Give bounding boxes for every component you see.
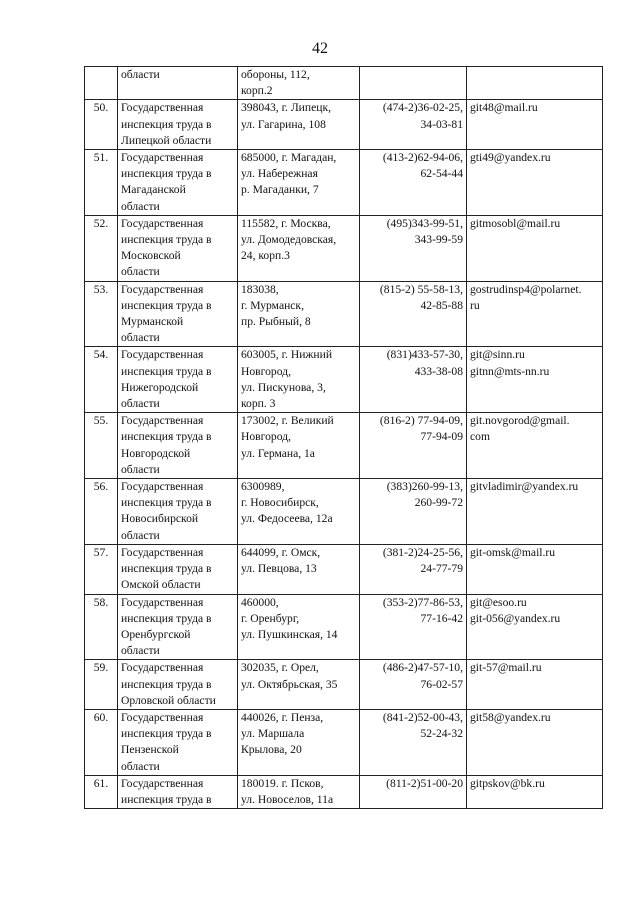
address-line: Крылова, 20 [241,743,302,757]
address-line: ул. Федосеева, 12а [241,512,333,526]
address-line: ул. Пискунова, 3, [241,380,326,394]
address-cell [238,347,360,413]
address-cell [238,709,360,775]
address-line: г. Мурманск, [241,298,304,312]
name-cell [118,281,238,347]
address-line: 302035, г. Орел, [241,661,319,675]
name-line: инспекция труда в [121,611,212,625]
address-line: 460000, [241,595,279,609]
name-line: инспекция труда в [121,727,212,741]
table-row [85,215,603,281]
phone-line: 433-38-08 [414,364,463,378]
phone-line: 24-77-79 [420,562,463,576]
row-number: 55. [85,413,118,479]
address-line: ул. Новоселов, 11а [241,792,334,806]
phone-cell [360,594,467,660]
name-line: Новгородской [121,446,191,460]
email-line: gostrudinsp4@polarnet. [470,282,582,296]
email-cell [467,413,603,479]
address-cell [238,281,360,347]
address-line: ул. Октябрьская, 35 [241,677,338,691]
address-line: 183038, [241,282,279,296]
address-line: ул. Германа, 1а [241,446,315,460]
phone-cell [360,413,467,479]
phone-line: 260-99-72 [414,496,463,510]
phone-line: (413-2)62-94-06, [382,151,463,165]
name-cell [118,215,238,281]
table-body [85,67,603,809]
address-line: обороны, 112, [241,68,310,81]
phone-cell [360,709,467,775]
page-number: 42 [312,40,328,57]
row-number: 59. [85,660,118,710]
row-number: 52. [85,215,118,281]
address-line: Новгород, [241,364,291,378]
row-number: 53. [85,281,118,347]
address-cell [238,413,360,479]
table-row [85,347,603,413]
phone-line: 343-99-59 [414,233,463,247]
phone-cell [360,67,467,100]
email-cell [467,479,603,545]
table-row [85,479,603,545]
address-line: р. Магаданки, 7 [241,183,319,197]
name-line: инспекция труда в [121,117,212,131]
table-row [85,544,603,594]
email-line: git-57@mail.ru [470,661,542,675]
address-line: ул. Домодедовская, [241,233,337,247]
email-cell [467,660,603,710]
row-number: 56. [85,479,118,545]
phone-line: (474-2)36-02-25, [382,101,463,115]
address-line: ул. Набережная [241,167,318,181]
name-line: Магаданской [121,183,186,197]
name-line: области [121,397,160,411]
address-line: ул. Пушкинская, 14 [241,627,338,641]
name-cell [118,479,238,545]
address-line: корп. 3 [241,397,276,411]
email-cell [467,544,603,594]
phone-cell [360,150,467,216]
phone-line: 52-24-32 [420,727,463,741]
name-line: Оренбургской [121,627,191,641]
email-line: gitnn@mts-nn.ru [470,364,550,378]
phone-cell [360,347,467,413]
email-line: git48@mail.ru [470,101,538,115]
table-row [85,413,603,479]
name-line: инспекция труда в [121,364,212,378]
email-line: gitvladimir@yandex.ru [470,480,579,494]
name-line: Государственная [121,282,204,296]
phone-cell [360,479,467,545]
name-cell [118,413,238,479]
table-row [85,594,603,660]
name-line: Омской области [121,578,201,592]
inspection-directory-table [84,66,603,809]
row-number [85,67,118,100]
name-cell [118,594,238,660]
phone-line: (816-2) 77-94-09, [379,414,463,428]
name-line: области [121,462,160,476]
name-line: Государственная [121,151,204,165]
address-line: ул. Маршала [241,727,305,741]
address-cell [238,594,360,660]
phone-line: (811-2)51-00-20 [386,776,463,790]
name-line: инспекция труда в [121,496,212,510]
email-line: gitmosobl@mail.ru [470,216,561,230]
name-line: Государственная [121,776,204,790]
address-line: Новгород, [241,430,291,444]
phone-cell [360,544,467,594]
name-line: Государственная [121,414,204,428]
name-line: Мурманской [121,315,184,329]
phone-cell [360,215,467,281]
address-cell [238,215,360,281]
row-number: 50. [85,100,118,150]
table-row [85,281,603,347]
phone-line: (353-2)77-86-53, [382,595,463,609]
name-line: Липецкой области [121,133,212,147]
name-line: инспекция труда в [121,298,212,312]
email-cell [467,67,603,100]
address-line: ул. Гагарина, 108 [241,117,326,131]
name-line: инспекция труда в [121,677,212,691]
table-row [85,775,603,808]
address-line: ул. Певцова, 13 [241,562,317,576]
email-line: git@sinn.ru [470,348,525,362]
phone-line: (486-2)47-57-10, [382,661,463,675]
name-line: инспекция труда в [121,233,212,247]
phone-cell [360,281,467,347]
name-line: области [121,331,160,345]
email-line: gitpskov@bk.ru [470,776,545,790]
name-line: Нижегородской [121,380,199,394]
email-line: git58@yandex.ru [470,710,551,724]
row-number: 51. [85,150,118,216]
name-line: Государственная [121,661,204,675]
address-line: 180019. г. Псков, [241,776,324,790]
email-cell [467,215,603,281]
table-row [85,67,603,100]
name-line: Государственная [121,480,204,494]
address-line: 115582, г. Москва, [241,216,331,230]
phone-line: 77-16-42 [420,611,463,625]
address-line: 685000, г. Магадан, [241,151,337,165]
name-line: Пензенской [121,743,179,757]
name-line: инспекция труда в [121,430,212,444]
name-line: области [121,199,160,213]
name-line: инспекция труда в [121,792,212,806]
address-cell [238,660,360,710]
email-line: git@esoo.ru [470,595,527,609]
name-cell [118,660,238,710]
phone-line: 76-02-57 [420,677,463,691]
address-line: 603005, г. Нижний [241,348,333,362]
email-line: gti49@yandex.ru [470,151,551,165]
phone-line: 34-03-81 [420,117,463,131]
address-cell [238,100,360,150]
row-number: 57. [85,544,118,594]
email-line: git-056@yandex.ru [470,611,561,625]
phone-line: 42-85-88 [420,298,463,312]
row-number: 61. [85,775,118,808]
phone-cell [360,100,467,150]
name-line: инспекция труда в [121,562,212,576]
email-cell [467,150,603,216]
name-line: Государственная [121,710,204,724]
name-cell [118,544,238,594]
phone-line: 77-94-09 [420,430,463,444]
address-cell [238,775,360,808]
address-cell [238,544,360,594]
address-line: г. Оренбург, [241,611,300,625]
phone-line: (831)433-57-30, [386,348,463,362]
table-row [85,709,603,775]
name-cell [118,347,238,413]
address-cell [238,150,360,216]
address-line: 644099, г. Омск, [241,545,321,559]
name-line: Государственная [121,216,204,230]
name-cell [118,150,238,216]
email-line: ru [470,298,480,312]
table-row [85,150,603,216]
name-cell [118,100,238,150]
address-cell [238,479,360,545]
name-line: области [121,644,160,658]
phone-line: (495)343-99-51, [386,216,463,230]
name-line: Государственная [121,101,204,115]
address-line: пр. Рыбный, 8 [241,315,311,329]
email-cell [467,347,603,413]
phone-cell [360,660,467,710]
table-row [85,100,603,150]
name-line: области [121,265,160,279]
name-line: области [121,528,160,542]
address-line: 398043, г. Липецк, [241,101,331,115]
email-cell [467,775,603,808]
name-cell [118,67,238,100]
name-line: Государственная [121,545,204,559]
phone-line: (381-2)24-25-56, [382,545,463,559]
email-cell [467,100,603,150]
name-line: области [121,759,160,773]
name-line: Новосибирской [121,512,199,526]
row-number: 58. [85,594,118,660]
name-line: Государственная [121,595,204,609]
address-line: 440026, г. Пенза, [241,710,324,724]
email-line: com [470,430,490,444]
phone-cell [360,775,467,808]
name-line: инспекция труда в [121,167,212,181]
address-line: 24, корп.3 [241,249,290,263]
address-line: 173002, г. Великий [241,414,334,428]
email-line: git.novgorod@gmail. [470,414,570,428]
email-cell [467,709,603,775]
address-line: корп.2 [241,84,273,98]
address-line: г. Новосибирск, [241,496,319,510]
row-number: 60. [85,709,118,775]
email-cell [467,281,603,347]
name-line: области [121,68,160,81]
email-line: git-omsk@mail.ru [470,545,556,559]
phone-line: (841-2)52-00-43, [382,710,463,724]
name-line: Государственная [121,348,204,362]
phone-line: (815-2) 55-58-13, [379,282,463,296]
address-line: 6300989, [241,480,285,494]
name-cell [118,709,238,775]
email-cell [467,594,603,660]
name-cell [118,775,238,808]
name-line: Орловской области [121,693,216,707]
phone-line: 62-54-44 [420,167,463,181]
row-number: 54. [85,347,118,413]
name-line: Московской [121,249,181,263]
address-cell [238,67,360,100]
phone-line: (383)260-99-13, [386,480,463,494]
table-row [85,660,603,710]
